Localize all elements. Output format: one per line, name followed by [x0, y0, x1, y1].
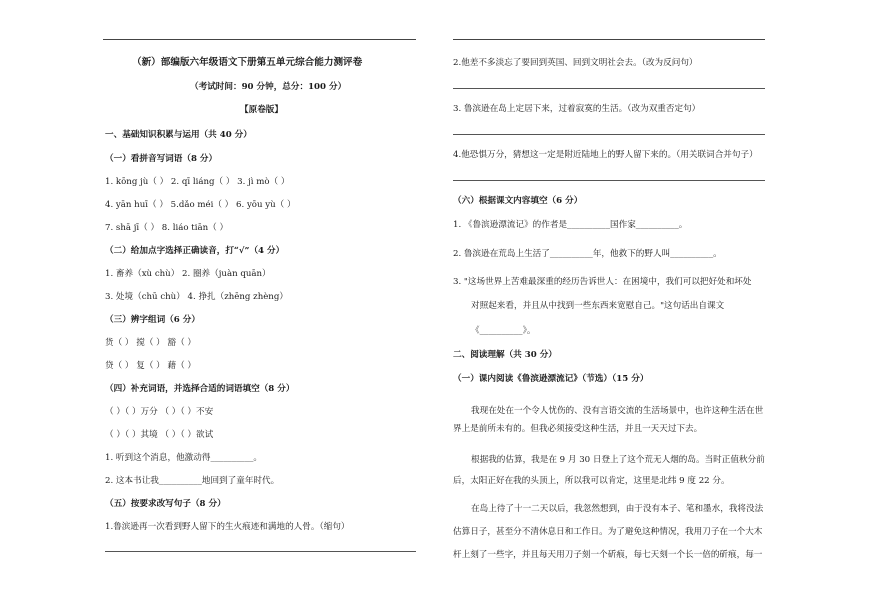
q3-heading: （三）辨字组词（6 分）	[105, 315, 200, 325]
q2-row-1: 1. 畜养（xù chù） 2. 圈养（juàn quān）	[105, 269, 271, 279]
section-2-heading: 二、阅读理解（共 30 分）	[453, 350, 557, 360]
q4-row-3: 1. 听到这个消息，他激动得__________。	[105, 453, 263, 463]
q2-row-2: 3. 处境（chū chù） 4. 挣扎（zhēng zhèng）	[105, 292, 288, 302]
q5-row-3: 3. 鲁滨逊在岛上定居下来，过着寂寞的生活。（改为双重否定句）	[453, 104, 701, 114]
page-title: （新）部编版六年级语文下册第五单元综合能力测评卷	[132, 57, 363, 68]
reading-para-3a: 在岛上待了十一二天以后，我忽然想到，由于没有本子、笔和墨水，我将没法	[471, 504, 764, 514]
q6-row-1: 1. 《鲁滨逊漂流记》的作者是__________国作家__________。	[453, 220, 688, 230]
q6-row-3b: 对照起来看，并且从中找到一些东西来宽慰自己。"这句话出自课文	[471, 301, 725, 311]
reading-para-2a: 根据我的估算，我是在 9 月 30 日登上了这个荒无人烟的岛。当时正值秋分前	[471, 455, 765, 465]
reading-para-2b: 后，太阳正好在我的头顶上，所以我可以肯定，这里是北纬 9 度 22 分。	[453, 476, 730, 486]
q4-row-4: 2. 这本书让我__________地回到了童年时代。	[105, 476, 280, 486]
version-label: 【原卷版】	[240, 105, 283, 115]
q6-row-2: 2. 鲁滨逊在荒岛上生活了__________年，他救下的野人叫__________。	[453, 249, 722, 259]
q5-row-1: 1.鲁滨逊再一次看到野人留下的生火痕迹和满地的人骨。（缩句）	[105, 522, 350, 532]
section-1-heading: 一、基础知识积累与运用（共 40 分）	[105, 130, 252, 140]
q6-row-3a: 3. "这场世界上苦难最深重的经历告诉世人：在困境中，我们可以把好处和坏处	[453, 277, 752, 287]
q6-row-3c: 《__________》。	[471, 326, 536, 336]
q5-row-2: 2.他差不多淡忘了要回到英国、回到文明社会去。（改为反问句）	[453, 58, 698, 68]
right-page	[435, 0, 870, 615]
reading-1-heading: （一）课内阅读《鲁滨逊漂流记》（节选）（15 分）	[453, 374, 649, 384]
q1-heading: （一）看拼音写词语（8 分）	[105, 154, 218, 164]
answer-line	[453, 88, 765, 89]
answer-line	[453, 180, 765, 181]
reading-para-3c: 杆上刻了一些字，并且每天用刀子刻一个斫痕，每七天刻一个长一倍的斫痕，每一	[453, 550, 763, 560]
q1-row-1: 1. kōng jù（ ） 2. qī liáng（ ） 3. jì mò（ ）	[105, 177, 290, 187]
reading-para-3b: 估算日子，甚至分不清休息日和工作日。为了避免这种情况，我用刀子在一个大木	[453, 527, 763, 537]
answer-line	[105, 551, 416, 552]
exam-info: （考试时间：90 分钟，总分：100 分）	[190, 82, 347, 92]
q1-row-3: 7. shā jī（ ） 8. liáo tiān（ ）	[105, 223, 229, 233]
q3-row-1: 货（ ） 搅（ ） 豁（ ）	[105, 338, 197, 348]
q6-heading: （六）根据课文内容填空（6 分）	[453, 196, 583, 206]
reading-para-1a: 我现在处在一个令人忧伤的、没有言语交流的生活场景中，也许这种生活在世	[471, 406, 764, 416]
q4-row-1: （ ）（ ）万分 （ ）（ ）不安	[105, 407, 214, 417]
q5-heading: （五）按要求改写句子（8 分）	[105, 499, 226, 509]
q3-row-2: 贷（ ） 复（ ） 藉（ ）	[105, 361, 197, 371]
q5-row-4: 4.他恐惧万分，猜想这一定是附近陆地上的野人留下来的。（用关联词合并句子）	[453, 150, 758, 160]
answer-line	[453, 134, 765, 135]
reading-para-1b: 界上是前所未有的。但我必须接受这种生活，并且一天天过下去。	[453, 424, 703, 434]
q4-row-2: （ ）（ ）其境 （ ）（ ）欲试	[105, 430, 214, 440]
q1-row-2: 4. yān huī（ ） 5.dǎo méi（ ） 6. yōu yù（ ）	[105, 200, 296, 210]
q2-heading: （二）给加点字选择正确读音，打“√”（4 分）	[105, 246, 285, 256]
q4-heading: （四）补充词语，并选择合适的词语填空（8 分）	[105, 384, 295, 394]
